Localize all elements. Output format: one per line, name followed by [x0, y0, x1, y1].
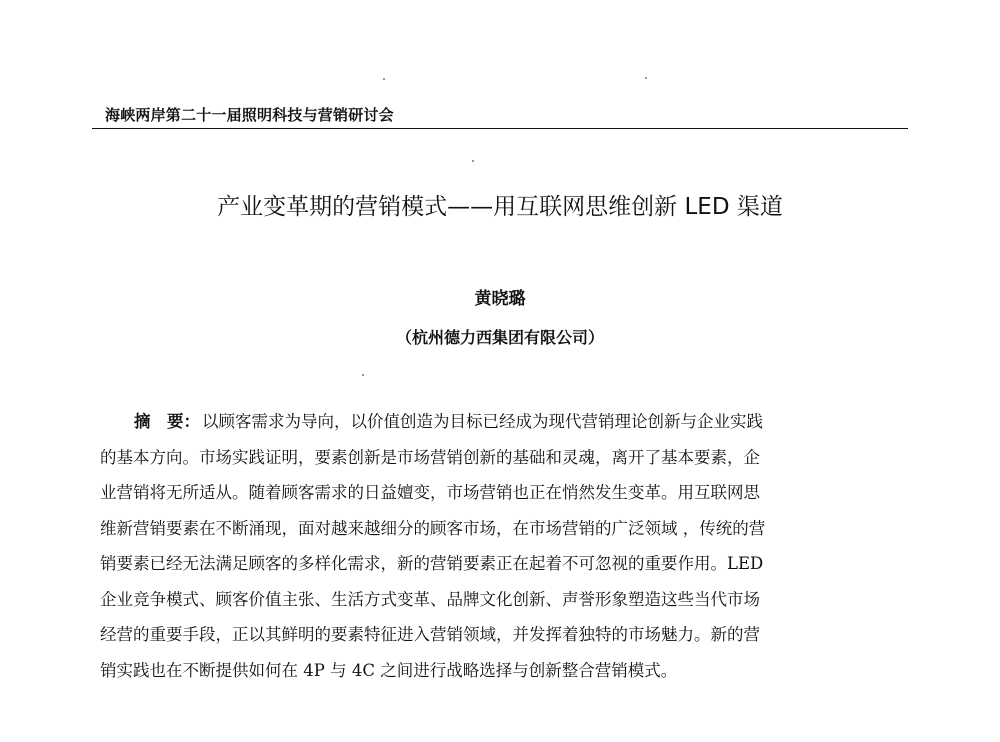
abstract-line	[100, 404, 908, 440]
abstract-line: 销实践也在不断提供如何在 4P 与 4C 之间进行战略选择与创新整合营销模式。	[100, 660, 678, 680]
scan-speck	[383, 78, 385, 80]
author-name: 黄晓璐	[474, 289, 526, 309]
scan-speck	[472, 160, 474, 162]
abstract-line: 销要素已经无法满足顾客的多样化需求，新的营销要素正在起着不可忽视的重要作用。LED	[100, 554, 764, 573]
abstract-line: 企业竞争模式、顾客价值主张、生活方式变革、品牌文化创新、声誉形象塑造这些当代市场	[100, 589, 760, 609]
paper-title: 产业变革期的营销模式——用互联网思维创新 LED 渠道	[217, 194, 783, 220]
abstract	[100, 404, 908, 688]
abstract-line: 经营的重要手段，正以其鲜明的要素特征进入营销领域，并发挥着独特的市场魅力。新的营	[100, 625, 760, 644]
abstract-text: 以顾客需求为导向，以价值创造为目标已经成为现代营销理论创新与企业实践	[202, 412, 763, 431]
author-affiliation: （杭州德力西集团有限公司）	[395, 328, 604, 347]
abstract-label: 摘 要：	[134, 412, 200, 431]
abstract-line: 的基本方向。市场实践证明，要素创新是市场营销创新的基础和灵魂，离开了基本要素，企	[100, 447, 760, 467]
scan-speck	[645, 77, 647, 79]
header-rule	[92, 128, 908, 129]
abstract-line: 维新营销要素在不断涌现，面对越来越细分的顾客市场，在市场营销的广泛领域 ，传统的营	[100, 518, 766, 538]
scan-speck	[362, 374, 364, 376]
running-header: 海峡两岸第二十一届照明科技与营销研讨会	[105, 106, 394, 124]
abstract-line: 业营销将无所适从。随着顾客需求的日益嬗变，市场营销也正在悄然发生变革。用互联网思	[100, 483, 760, 502]
